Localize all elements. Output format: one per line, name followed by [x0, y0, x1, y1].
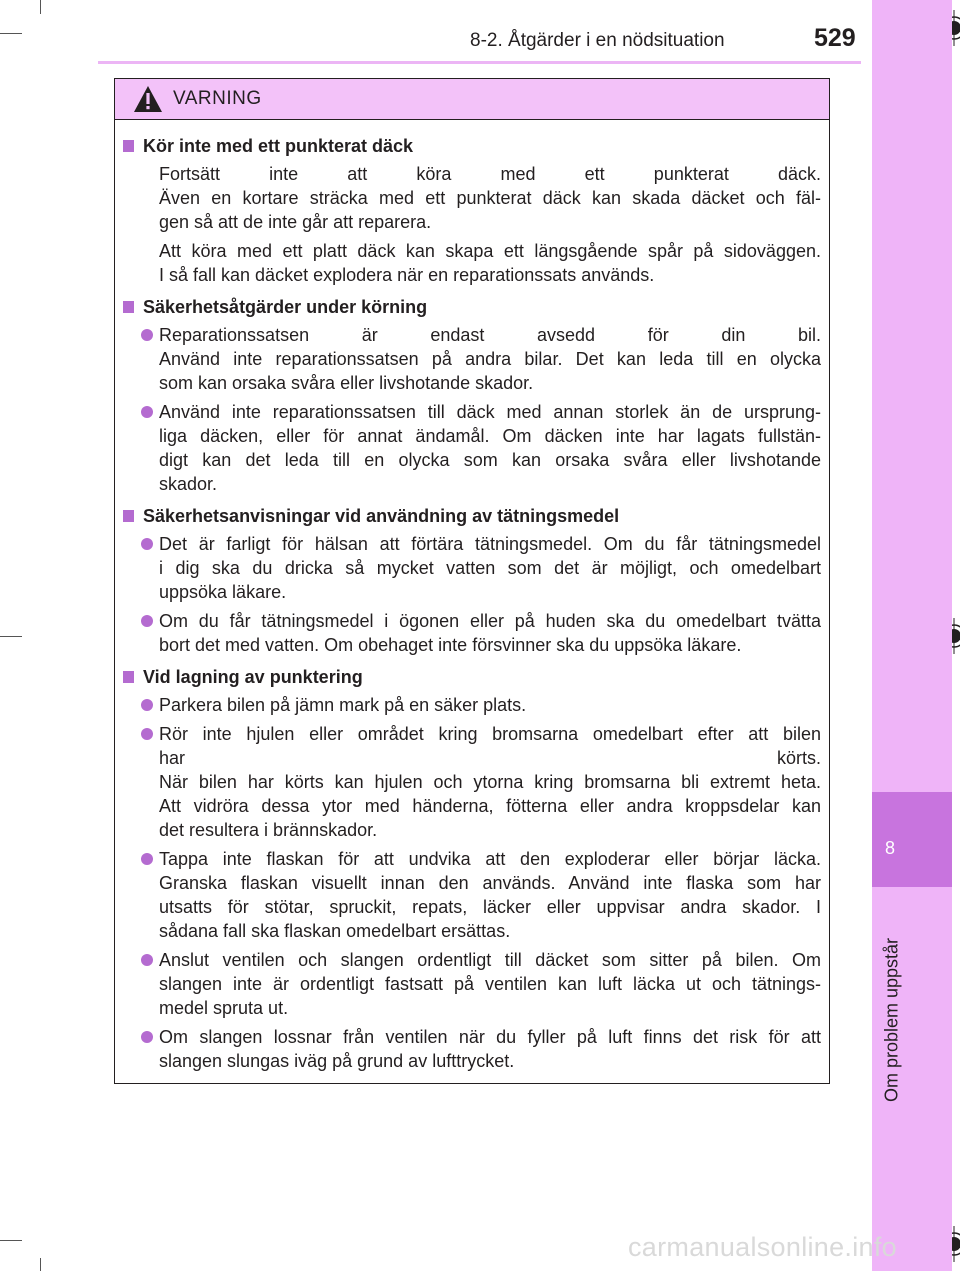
- bullet-item: [121, 722, 821, 842]
- text-line: Granska flaskan visuellt innan den används. Använd inte flaska som har: [159, 873, 821, 893]
- section-heading: [121, 504, 821, 528]
- crop-mark: [0, 636, 22, 637]
- square-bullet-icon: [123, 301, 134, 313]
- text-line: I så fall kan däcket explodera när en reparationssats används.: [159, 265, 655, 285]
- square-bullet-icon: [123, 140, 134, 152]
- bullet-item: [121, 948, 821, 1020]
- text-line: sådana fall ska flaskan omedelbart ersättas.: [159, 921, 511, 941]
- text-line: Om du får tätningsmedel i ögonen eller på huden ska du omedelbart tvätta: [159, 611, 821, 631]
- chapter-number: 8: [884, 838, 895, 858]
- section-heading: [121, 295, 821, 319]
- warning-body: [115, 120, 829, 1073]
- section-heading: [121, 665, 821, 689]
- text-line: Att köra med ett platt däck kan skapa ett längsgående spår på sidoväggen.: [159, 241, 821, 261]
- side-tab: [872, 0, 952, 792]
- text-line: När bilen har körts kan hjulen och ytorna kring bromsarna bli extremt heta.: [159, 772, 821, 792]
- text-line: i dig ska du dricka så mycket vatten som det är möjligt, och omedelbart: [159, 558, 821, 578]
- text-line: Fortsätt inte att köra med ett punkterat däck.: [159, 164, 821, 184]
- text-line: Det är farligt för hälsan att förtära tätningsmedel. Om du får tätningsmedel: [159, 534, 821, 554]
- paragraph: [121, 239, 821, 287]
- text-line: Tappa inte flaskan för att undvika att den exploderar eller börjar läcka.: [159, 849, 821, 869]
- round-bullet-icon: [141, 406, 153, 418]
- round-bullet-icon: [141, 853, 153, 865]
- warning-triangle-icon: [133, 85, 163, 113]
- round-bullet-icon: [141, 728, 153, 740]
- bullet-item: [121, 847, 821, 943]
- chapter-label: Om problem uppstår: [881, 937, 902, 1103]
- bullet-item: [121, 323, 821, 395]
- section-heading-text: Kör inte med ett punkterat däck: [143, 136, 414, 156]
- round-bullet-icon: [141, 538, 153, 550]
- section-heading-text: Vid lagning av punktering: [143, 667, 363, 687]
- text-line: Använd inte reparationssatsen på andra bilar. Det kan leda till en olycka: [159, 349, 821, 369]
- text-line: digt kan det leda till en olycka som kan orsaka svåra eller livshotande: [159, 450, 821, 470]
- text-line: har körts.: [159, 748, 821, 768]
- round-bullet-icon: [141, 954, 153, 966]
- text-line: gen så att de inte går att reparera.: [159, 212, 432, 232]
- round-bullet-icon: [141, 1031, 153, 1043]
- text-line: Parkera bilen på jämn mark på en säker plats.: [159, 695, 527, 715]
- text-line: Använd inte reparationssatsen till däck med annan storlek än de ursprung-: [159, 402, 821, 422]
- text-line: slangen inte är ordentligt fastsatt på ventilen kan luft läcka ut och tätnings-: [159, 974, 821, 994]
- section-heading-text: Säkerhetsanvisningar vid användning av tätningsmedel: [143, 506, 620, 526]
- warning-header: [115, 79, 829, 120]
- text-line: som kan orsaka svåra eller livshotande skador.: [159, 373, 534, 393]
- crop-mark: [40, 1258, 41, 1271]
- crop-mark: [0, 33, 22, 34]
- text-line: utsatts för stötar, spruckit, repats, läcker eller uppvisar andra skador. I: [159, 897, 821, 917]
- text-line: bort det med vatten. Om obehaget inte försvinner ska du uppsöka läkare.: [159, 635, 742, 655]
- text-line: Om slangen lossnar från ventilen när du fyller på luft finns det risk för att: [159, 1027, 821, 1047]
- text-line: liga däcken, eller för annat ändamål. Om däcken inte har lagats fullstän-: [159, 426, 821, 446]
- warning-box: [114, 78, 830, 1084]
- bullet-item: [121, 532, 821, 604]
- text-line: slangen slungas iväg på grund av lufttrycket.: [159, 1051, 515, 1071]
- section-title: 8-2. Åtgärder i en nödsituation: [470, 30, 725, 51]
- crop-mark: [40, 0, 41, 14]
- round-bullet-icon: [141, 699, 153, 711]
- text-line: Att vidröra dessa ytor med händerna, fötterna eller andra kroppsdelar kan: [159, 796, 821, 816]
- bullet-item: [121, 693, 821, 717]
- bullet-item: [121, 609, 821, 657]
- text-line: det resultera i brännskador.: [159, 820, 378, 840]
- round-bullet-icon: [141, 329, 153, 341]
- bullet-item: [121, 1025, 821, 1073]
- square-bullet-icon: [123, 510, 134, 522]
- bullet-item: [121, 400, 821, 496]
- text-line: Anslut ventilen och slangen ordentligt till däcket som sitter på bilen. Om: [159, 950, 821, 970]
- watermark: carmanualsonline.info: [628, 1232, 897, 1262]
- text-line: uppsöka läkare.: [159, 582, 287, 602]
- text-line: skador.: [159, 474, 218, 494]
- text-line: medel spruta ut.: [159, 998, 289, 1018]
- text-line: Reparationssatsen är endast avsedd för din bil.: [159, 325, 821, 345]
- section-heading-text: Säkerhetsåtgärder under körning: [143, 297, 428, 317]
- section-heading: [121, 134, 821, 158]
- paragraph: [121, 162, 821, 234]
- text-line: Även en kortare sträcka med ett punkterat däck kan skada däcket och fäl-: [159, 188, 821, 208]
- page-number: 529: [814, 24, 856, 52]
- text-line: Rör inte hjulen eller området kring bromsarna omedelbart efter att bilen: [159, 724, 821, 744]
- crop-mark: [0, 1240, 22, 1241]
- square-bullet-icon: [123, 671, 134, 683]
- header-rule: [98, 61, 861, 64]
- round-bullet-icon: [141, 615, 153, 627]
- warning-label: VARNING: [173, 88, 262, 109]
